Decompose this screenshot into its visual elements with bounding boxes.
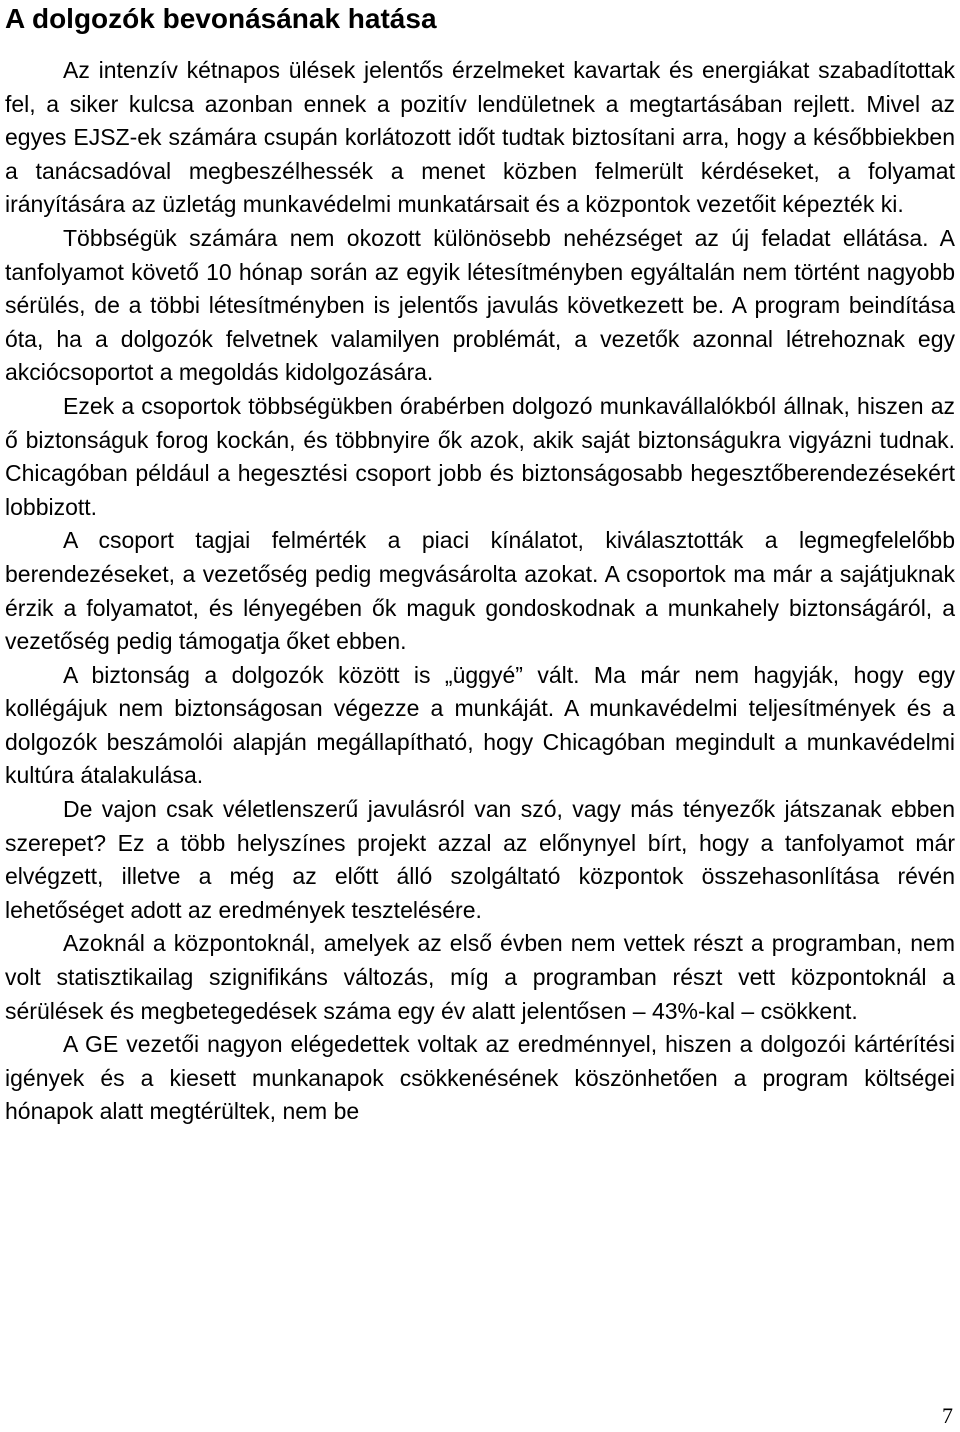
document-page bbox=[5, 0, 955, 1129]
body-text bbox=[5, 54, 955, 1129]
paragraph: Az intenzív kétnapos ülések jelentős érzelmeket kavartak és energiákat szabadítottak fel, a siker kulcsa azonban ennek a pozitív lendületnek a megtartásában rejlett. Mivel az egyes EJSZ-ek számára csupán korlátozott időt tudtak biztosítani arra, hogy a későbbiekben a tanácsadóval megbeszélhessék a menet közben felmerült kérdéseket, a folyamat irányítására az üzletág munkavédelmi munkatársait és a központok vezetőit képezték ki. bbox=[5, 57, 955, 218]
section-heading: A dolgozók bevonásának hatása bbox=[5, 3, 437, 34]
paragraph: De vajon csak véletlenszerű javulásról van szó, vagy más tényezők játszanak ebben szerepet? Ez a több helyszínes projekt azzal az előnynyel bírt, hogy a tanfolyamot már elvégzett, illetve a még az előtt álló szolgáltató központok összehasonlítása révén lehetőséget adott az eredmények tesztelésére. bbox=[5, 796, 955, 923]
paragraph: A biztonság a dolgozók között is „üggyé” vált. Ma már nem hagyják, hogy egy kollégájuk nem biztonságosan végezze a munkáját. A munkavédelmi teljesítmények és a dolgozók beszámolói alapján megállapítható, hogy Chicagóban megindult a munkavédelmi kultúra átalakulása. bbox=[5, 661, 955, 789]
paragraph: Többségük számára nem okozott különösebb nehézséget az új feladat ellátása. A tanfolyamot követő 10 hónap során az egyik létesítményben egyáltalán nem történt nagyobb sérülés, de a többi létesítményben is jelentős javulás következett be. A program beindítása óta, ha a dolgozók felvetnek valamilyen problémát, a vezetők azonnal létrehoznak egy akciócsoportot a megoldás kidolgozására. bbox=[5, 224, 955, 386]
paragraph: A GE vezetői nagyon elégedettek voltak az eredménnyel, hiszen a dolgozói kártérítési igények és a kiesett munkanapok csökkenésének köszönhetően a program költségei hónapok alatt megtérültek, nem be bbox=[5, 1031, 955, 1125]
page-number: 7 bbox=[942, 1403, 953, 1428]
paragraph: A csoport tagjai felmérték a piaci kínálatot, kiválasztották a legmegfelelőbb berendezéseket, a vezetőség pedig megvásárolta azokat. A csoportok ma már a sajátjuknak érzik a folyamatot, és lényegében ők maguk gondoskodnak a munkahely biztonságáról, a vezetőség pedig támogatja őket ebben. bbox=[5, 527, 955, 655]
paragraph: Ezek a csoportok többségükben órabérben dolgozó munkavállalókból állnak, hiszen az ő biztonságuk forog kockán, és többnyire ők azok, akik saját biztonságukra vigyázni tudnak. Chicagóban például a hegesztési csoport jobb és biztonságosabb hegesztőberendezésekért lobbizott. bbox=[5, 392, 955, 520]
paragraph: Azoknál a központoknál, amelyek az első évben nem vettek részt a programban, nem volt statisztikailag szignifikáns változás, míg a programban részt vett központoknál a sérülések és megbetegedések száma egy év alatt jelentősen – 43%-kal – csökkent. bbox=[5, 930, 955, 1024]
